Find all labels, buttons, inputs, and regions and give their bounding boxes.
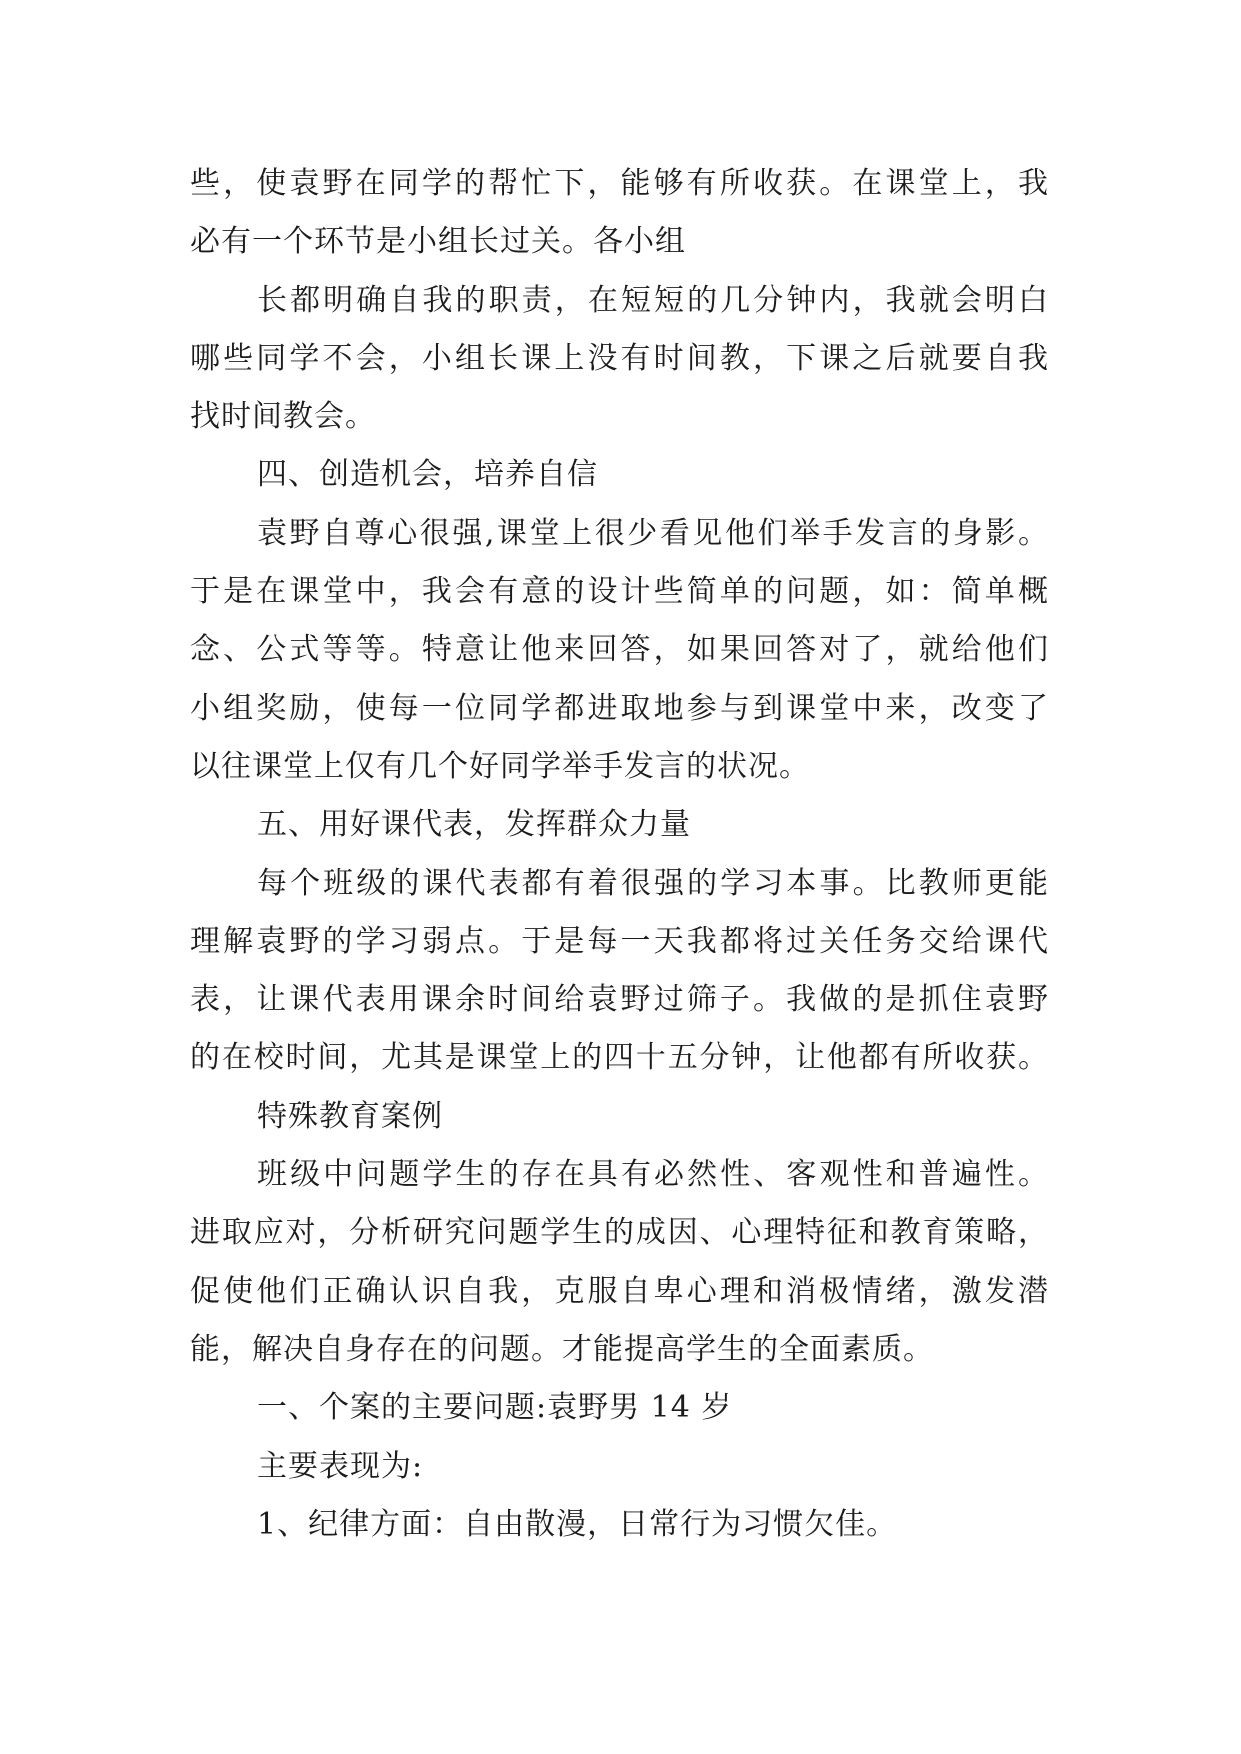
paragraph bbox=[190, 505, 1049, 796]
section-heading bbox=[190, 1088, 1049, 1146]
text-line: 找时间教会。 bbox=[190, 399, 376, 435]
text-line: 每个班级的课代表都有着很强的学习本事。比教师更能 bbox=[257, 865, 1049, 901]
text-line: 些，使袁野在同学的帮忙下，能够有所收获。在课堂上，我 bbox=[190, 166, 1049, 201]
text-line: 表，让课代表用课余时间给袁野过筛子。我做的是抓住袁野 bbox=[190, 982, 1049, 1018]
heading-text: 五、用好课代表，发挥群众力量 bbox=[257, 807, 691, 843]
text-line: 以往课堂上仅有几个好同学举手发言的状况。 bbox=[190, 748, 810, 784]
heading-text: 四、创造机会，培养自信 bbox=[257, 457, 598, 493]
section-heading bbox=[190, 1379, 1049, 1437]
text-line: 小组奖励，使每一位同学都进取地参与到课堂中来，改变了 bbox=[190, 690, 1049, 726]
text-line: 1、纪律方面：自由散漫，日常行为习惯欠佳。 bbox=[257, 1506, 898, 1542]
paragraph bbox=[190, 1496, 1049, 1554]
paragraph bbox=[190, 855, 1049, 1088]
paragraph bbox=[190, 1438, 1049, 1496]
document-body bbox=[190, 155, 1049, 1554]
text-line: 主要表现为: bbox=[257, 1448, 424, 1484]
text-line: 袁野自尊心很强,课堂上很少看见他们举手发言的身影。 bbox=[257, 515, 1049, 551]
section-heading bbox=[190, 446, 1049, 504]
section-heading bbox=[190, 796, 1049, 854]
heading-text: 一、个案的主要问题:袁野男 14 岁 bbox=[257, 1390, 733, 1426]
paragraph bbox=[190, 1146, 1049, 1379]
text-line: 念、公式等等。特意让他来回答，如果回答对了，就给他们 bbox=[190, 632, 1049, 668]
text-line: 进取应对，分析研究问题学生的成因、心理特征和教育策略， bbox=[190, 1215, 1049, 1251]
paragraph-continued bbox=[190, 155, 1049, 272]
text-line: 促使他们正确认识自我，克服自卑心理和消极情绪，激发潜 bbox=[190, 1273, 1049, 1309]
text-line: 长都明确自我的职责，在短短的几分钟内，我就会明白 bbox=[257, 282, 1049, 318]
text-line: 理解袁野的学习弱点。于是每一天我都将过关任务交给课代 bbox=[190, 923, 1049, 959]
text-line: 于是在课堂中，我会有意的设计些简单的问题，如：简单概 bbox=[190, 574, 1049, 610]
heading-text: 特殊教育案例 bbox=[257, 1098, 443, 1134]
text-line: 必有一个环节是小组长过关。各小组 bbox=[190, 224, 686, 260]
text-line: 的在校时间，尤其是课堂上的四十五分钟，让他都有所收获。 bbox=[190, 1040, 1049, 1076]
paragraph bbox=[190, 272, 1049, 447]
text-line: 能，解决自身存在的问题。才能提高学生的全面素质。 bbox=[190, 1331, 934, 1367]
text-line: 哪些同学不会，小组长课上没有时间教，下课之后就要自我 bbox=[190, 340, 1049, 376]
text-line: 班级中问题学生的存在具有必然性、客观性和普遍性。 bbox=[257, 1157, 1049, 1193]
